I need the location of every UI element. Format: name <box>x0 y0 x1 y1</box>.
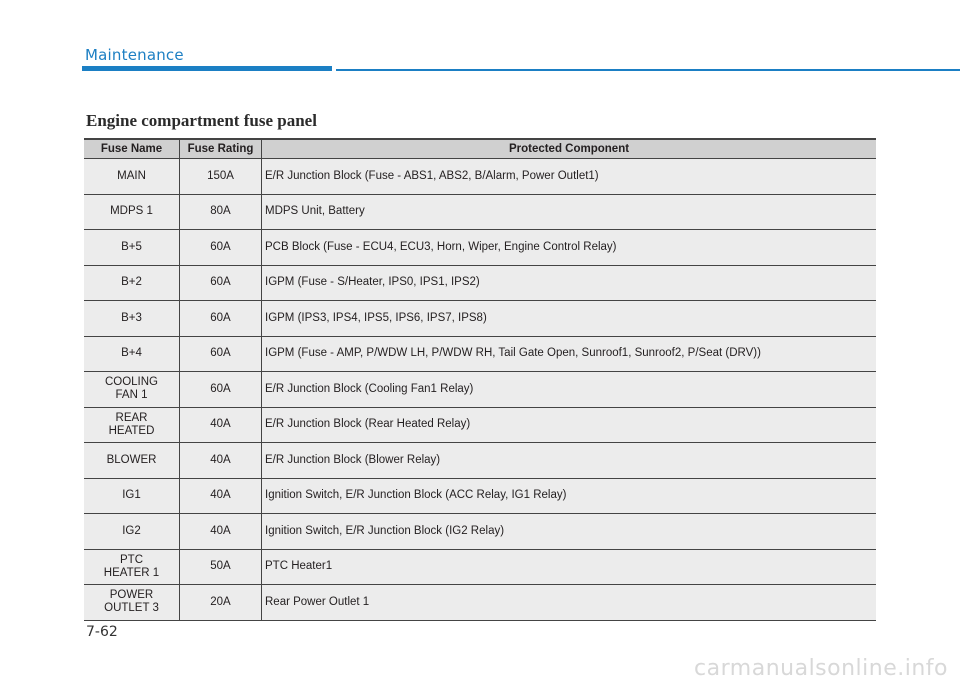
cell-fuse-rating: 80A <box>180 194 262 230</box>
cell-protected-component: Ignition Switch, E/R Junction Block (IG2 Relay) <box>262 514 877 550</box>
column-header-protected-component: Protected Component <box>262 139 877 159</box>
watermark: carmanualsonline.info <box>694 656 948 681</box>
cell-protected-component: IGPM (Fuse - AMP, P/WDW LH, P/WDW RH, Tail Gate Open, Sunroof1, Sunroof2, P/Seat (DRV)) <box>262 336 877 372</box>
cell-fuse-name: COOLING FAN 1 <box>84 372 180 408</box>
cell-protected-component: PCB Block (Fuse - ECU4, ECU3, Horn, Wiper, Engine Control Relay) <box>262 230 877 266</box>
cell-fuse-rating: 60A <box>180 336 262 372</box>
cell-fuse-name: IG1 <box>84 478 180 514</box>
cell-protected-component: E/R Junction Block (Fuse - ABS1, ABS2, B/Alarm, Power Outlet1) <box>262 159 877 195</box>
table-row <box>84 194 876 230</box>
cell-protected-component: MDPS Unit, Battery <box>262 194 877 230</box>
table-row <box>84 514 876 550</box>
cell-fuse-rating: 50A <box>180 549 262 585</box>
cell-fuse-name: B+2 <box>84 265 180 301</box>
section-title: Maintenance <box>85 46 184 64</box>
cell-fuse-rating: 60A <box>180 301 262 337</box>
cell-fuse-rating: 40A <box>180 514 262 550</box>
cell-fuse-name: IG2 <box>84 514 180 550</box>
table-row <box>84 265 876 301</box>
fuse-table-body <box>84 159 876 621</box>
page-number: 7-62 <box>86 624 118 640</box>
table-row <box>84 301 876 337</box>
cell-fuse-rating: 60A <box>180 372 262 408</box>
cell-fuse-name: B+4 <box>84 336 180 372</box>
column-header-fuse-name: Fuse Name <box>84 139 180 159</box>
cell-fuse-rating: 150A <box>180 159 262 195</box>
cell-fuse-name: MAIN <box>84 159 180 195</box>
header-rule-accent <box>82 66 332 71</box>
cell-fuse-rating: 20A <box>180 585 262 621</box>
table-row <box>84 159 876 195</box>
cell-fuse-name: MDPS 1 <box>84 194 180 230</box>
cell-fuse-rating: 60A <box>180 265 262 301</box>
cell-protected-component: IGPM (IPS3, IPS4, IPS5, IPS6, IPS7, IPS8) <box>262 301 877 337</box>
cell-fuse-rating: 60A <box>180 230 262 266</box>
cell-protected-component: E/R Junction Block (Rear Heated Relay) <box>262 407 877 443</box>
fuse-table <box>84 138 876 621</box>
cell-protected-component: Rear Power Outlet 1 <box>262 585 877 621</box>
table-row <box>84 230 876 266</box>
header-rule-line <box>336 69 960 71</box>
cell-fuse-name: B+3 <box>84 301 180 337</box>
table-row <box>84 549 876 585</box>
table-row <box>84 443 876 479</box>
cell-protected-component: Ignition Switch, E/R Junction Block (ACC Relay, IG1 Relay) <box>262 478 877 514</box>
cell-protected-component: PTC Heater1 <box>262 549 877 585</box>
cell-fuse-rating: 40A <box>180 478 262 514</box>
cell-protected-component: E/R Junction Block (Cooling Fan1 Relay) <box>262 372 877 408</box>
table-row <box>84 407 876 443</box>
cell-fuse-rating: 40A <box>180 443 262 479</box>
page-heading: Engine compartment fuse panel <box>86 111 317 130</box>
cell-fuse-name: REAR HEATED <box>84 407 180 443</box>
cell-protected-component: IGPM (Fuse - S/Heater, IPS0, IPS1, IPS2) <box>262 265 877 301</box>
table-row <box>84 336 876 372</box>
cell-fuse-name: BLOWER <box>84 443 180 479</box>
table-header-row <box>84 139 876 159</box>
table-row <box>84 372 876 408</box>
column-header-fuse-rating: Fuse Rating <box>180 139 262 159</box>
table-row <box>84 478 876 514</box>
cell-fuse-rating: 40A <box>180 407 262 443</box>
cell-fuse-name: POWER OUTLET 3 <box>84 585 180 621</box>
cell-protected-component: E/R Junction Block (Blower Relay) <box>262 443 877 479</box>
cell-fuse-name: B+5 <box>84 230 180 266</box>
cell-fuse-name: PTC HEATER 1 <box>84 549 180 585</box>
table-row <box>84 585 876 621</box>
